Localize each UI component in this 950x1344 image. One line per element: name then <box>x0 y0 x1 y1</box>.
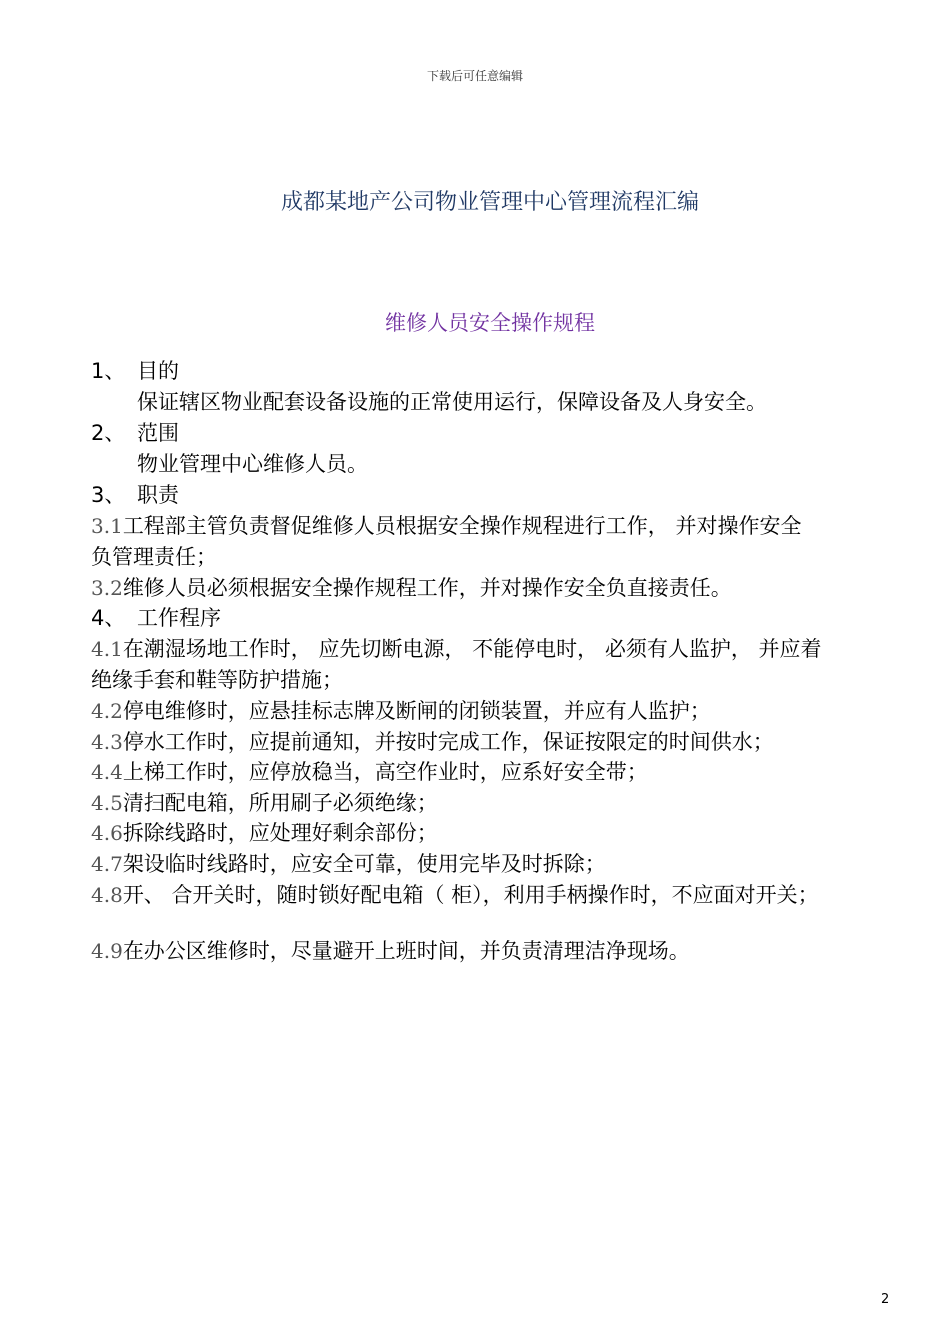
procedure-item-continuation: 绝缘手套和鞋等防护措施； <box>91 668 343 692</box>
item-text: 维修人员必须根据安全操作规程工作，并对操作安全负直接责任。 <box>122 576 732 600</box>
section-number: 3、 <box>91 483 126 507</box>
section-title: 工作程序 <box>137 606 221 630</box>
section-title: 职责 <box>137 483 179 507</box>
procedure-item <box>91 938 690 964</box>
duty-item <box>91 575 732 601</box>
section-number: 2、 <box>91 421 126 445</box>
item-number: 3.1 <box>91 514 123 538</box>
item-text: 停水工作时，应提前通知，并按时完成工作，保证按限定的时间供水； <box>122 730 774 754</box>
item-number: 4.2 <box>91 699 123 723</box>
item-text: 工程部主管负责督促维修人员根据安全操作规程进行工作， 并对操作安全 <box>122 514 802 538</box>
item-text: 停电维修时，应悬挂标志牌及断闸的闭锁装置，并应有人监护； <box>122 699 711 723</box>
procedure-item <box>91 759 648 785</box>
item-number: 4.6 <box>91 821 123 845</box>
item-text: 清扫配电箱，所用刷子必须绝缘； <box>122 791 438 815</box>
section-heading-scope <box>91 420 179 446</box>
item-text: 上梯工作时，应停放稳当，高空作业时，应系好安全带； <box>122 760 648 784</box>
item-text: 开、 合开关时，随时锁好配电箱（ 柜），利用手柄操作时，不应面对开关； <box>122 883 819 907</box>
section-title: 范围 <box>137 421 179 445</box>
item-text: 在潮湿场地工作时， 应先切断电源， 不能停电时， 必须有人监护， 并应着 <box>122 637 822 661</box>
section-number: 4、 <box>91 606 126 630</box>
item-number: 4.5 <box>91 791 123 815</box>
section-body-scope: 物业管理中心维修人员。 <box>137 452 368 476</box>
header-note: 下载后可任意编辑 <box>426 69 523 83</box>
document-subtitle: 维修人员安全操作规程 <box>385 311 595 335</box>
section-number: 1、 <box>91 359 126 383</box>
item-text: 架设临时线路时，应安全可靠，使用完毕及时拆除； <box>122 852 606 876</box>
section-title: 目的 <box>137 359 179 383</box>
item-number: 4.3 <box>91 730 123 754</box>
procedure-item <box>91 729 774 755</box>
procedure-item <box>91 636 822 662</box>
procedure-item <box>91 882 819 908</box>
procedure-item <box>91 820 438 846</box>
document-title: 成都某地产公司物业管理中心管理流程汇编 <box>280 190 699 215</box>
section-heading-procedures <box>91 605 221 631</box>
procedure-item <box>91 698 711 724</box>
item-number: 4.4 <box>91 760 123 784</box>
section-body-purpose: 保证辖区物业配套设备设施的正常使用运行，保障设备及人身安全。 <box>137 390 767 414</box>
section-heading-purpose <box>91 358 179 384</box>
item-text: 在办公区维修时，尽量避开上班时间，并负责清理洁净现场。 <box>122 939 690 963</box>
procedure-item <box>91 790 438 816</box>
duty-item-continuation: 负管理责任； <box>91 545 217 569</box>
page-number: 2 <box>881 1292 890 1307</box>
item-number: 3.2 <box>91 576 123 600</box>
item-number: 4.7 <box>91 852 123 876</box>
procedure-item <box>91 851 606 877</box>
item-text: 拆除线路时，应处理好剩余部份； <box>122 821 438 845</box>
section-heading-duties <box>91 482 179 508</box>
item-number: 4.8 <box>91 883 123 907</box>
item-number: 4.9 <box>91 939 123 963</box>
duty-item <box>91 513 802 539</box>
item-number: 4.1 <box>91 637 123 661</box>
